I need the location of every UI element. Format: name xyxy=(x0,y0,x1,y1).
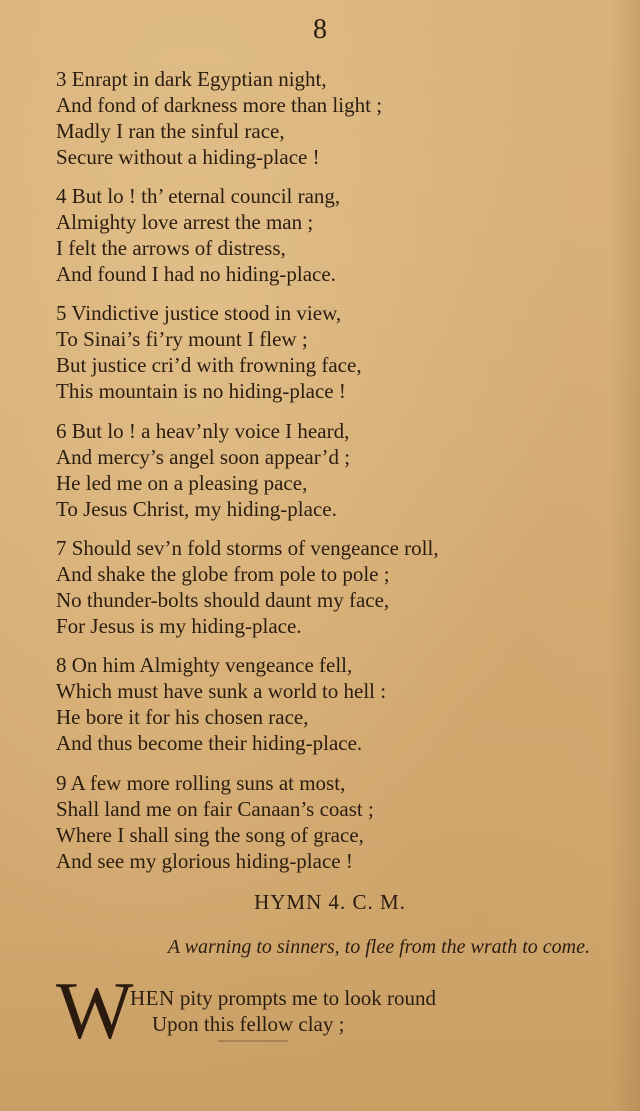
verse-line: Shall land me on fair Canaan’s coast ; xyxy=(56,797,374,821)
verse-line: 4 But lo ! th’ eternal council rang, xyxy=(56,184,341,208)
stanza-5 xyxy=(56,300,616,404)
stanza-7 xyxy=(56,535,616,639)
verse-line: And mercy’s angel soon appear’d ; xyxy=(56,445,351,469)
verse-line: He led me on a pleasing pace, xyxy=(56,471,308,495)
verse-line: 9 A few more rolling suns at most, xyxy=(56,771,346,795)
opening-small-caps: HEN xyxy=(130,986,175,1010)
page-number: 8 xyxy=(313,14,327,45)
verse-line: And shake the globe from pole to pole ; xyxy=(56,562,390,586)
verse-line: And fond of darkness more than light ; xyxy=(56,93,383,117)
verse-line: Secure without a hiding-place ! xyxy=(56,145,320,169)
verse-line: And found I had no hiding-place. xyxy=(56,262,336,286)
verse-line: 6 But lo ! a heav’nly voice I heard, xyxy=(56,419,350,443)
verse-line: And see my glorious hiding-place ! xyxy=(56,849,353,873)
stanza-3 xyxy=(56,66,616,170)
stanza-6 xyxy=(56,418,616,522)
verse-line: I felt the arrows of distress, xyxy=(56,236,286,260)
opening-line-1 xyxy=(130,986,436,1011)
drop-cap: W xyxy=(56,965,134,1056)
verse-line: Where I shall sing the song of grace, xyxy=(56,823,364,847)
stanza-9 xyxy=(56,770,616,874)
verse-line: This mountain is no hiding-place ! xyxy=(56,379,346,403)
opening-line-1-rest: pity prompts me to look round xyxy=(174,986,436,1010)
verse-line: Almighty love arrest the man ; xyxy=(56,210,314,234)
verse-line: To Sinai’s fi’ry mount I flew ; xyxy=(56,327,308,351)
verse-line: 5 Vindictive justice stood in view, xyxy=(56,301,342,325)
stanza-4 xyxy=(56,183,616,287)
verse-line: 3 Enrapt in dark Egyptian night, xyxy=(56,67,327,91)
hymn-heading: HYMN 4. C. M. xyxy=(254,890,406,914)
hymn-subtitle: A warning to sinners, to flee from the wrath to come. xyxy=(167,936,590,958)
verse-line: 8 On him Almighty vengeance fell, xyxy=(56,653,353,677)
verse-line: Which must have sunk a world to hell : xyxy=(56,679,387,703)
verse-line: But justice cri’d with frowning face, xyxy=(56,353,362,377)
verse-line: To Jesus Christ, my hiding-place. xyxy=(56,497,337,521)
verse-line: He bore it for his chosen race, xyxy=(56,705,309,729)
ink-bleed-mark xyxy=(218,1040,288,1042)
verse-line: No thunder-bolts should daunt my face, xyxy=(56,588,390,612)
opening-line-2: Upon this fellow clay ; xyxy=(152,1012,345,1036)
verse-line: 7 Should sev’n fold storms of vengeance roll, xyxy=(56,536,439,560)
verse-line: For Jesus is my hiding-place. xyxy=(56,614,302,638)
stanza-8 xyxy=(56,652,616,756)
verse-line: And thus become their hiding-place. xyxy=(56,731,363,755)
verse-line: Madly I ran the sinful race, xyxy=(56,119,285,143)
